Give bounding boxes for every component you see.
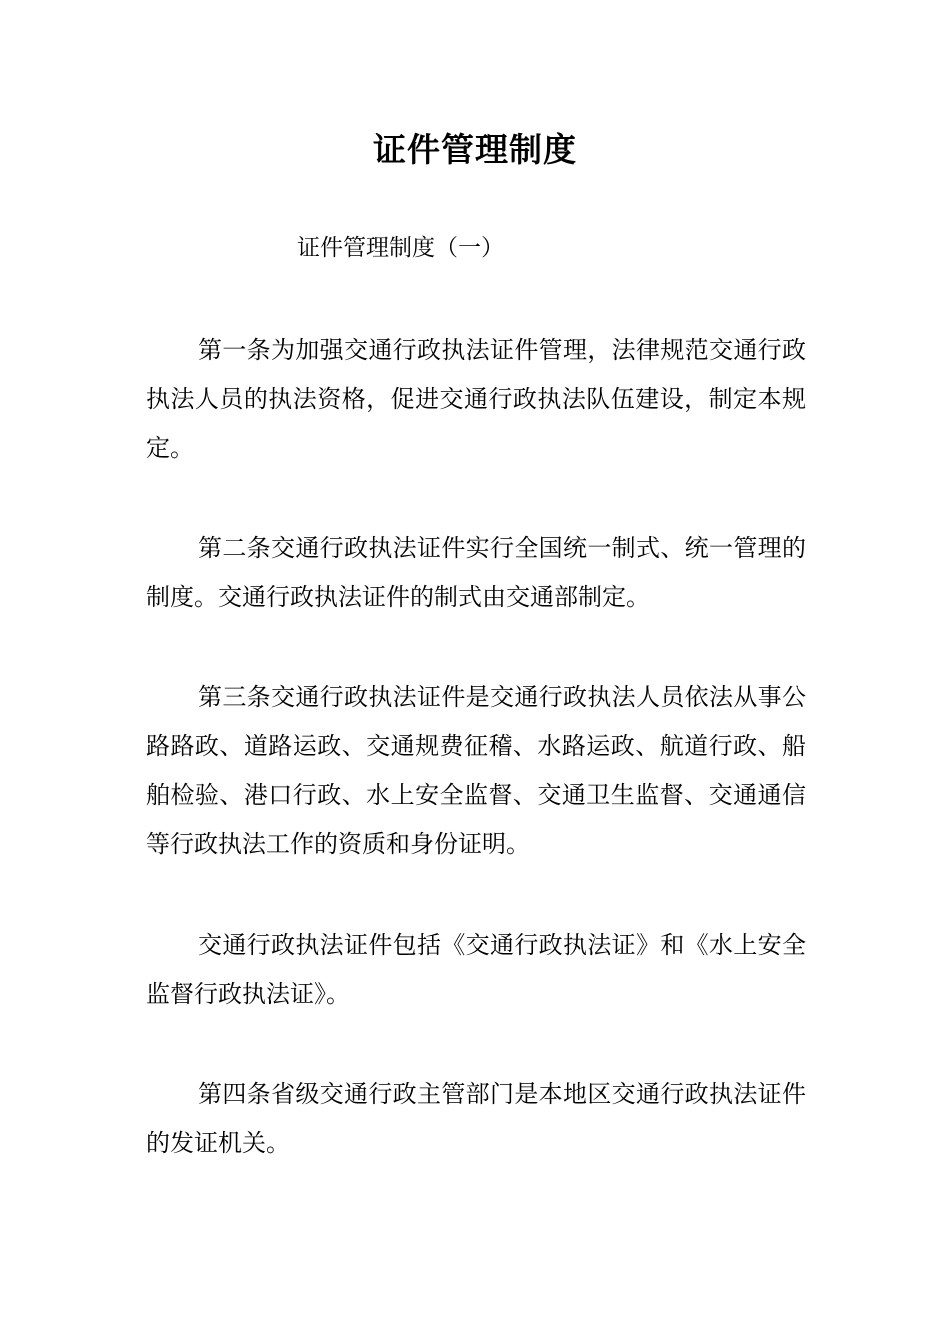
document-subtitle: 证件管理制度（一）	[297, 235, 504, 261]
article-3-paragraph: 第三条交通行政执法证件是交通行政执法人员依法从事公路路政、道路运政、交通规费征稽、水路运政、航道行政、船舶检验、港口行政、水上安全监督、交通卫生监督、交通通信等行政执法工作的资质和身份证明。	[146, 683, 806, 858]
article-2-paragraph: 第二条交通行政执法证件实行全国统一制式、统一管理的制度。交通行政执法证件的制式由交通部制定。	[146, 534, 806, 611]
document-title: 证件管理制度	[373, 130, 577, 169]
article-1-paragraph: 第一条为加强交通行政执法证件管理，法律规范交通行政执法人员的执法资格，促进交通行政执法队伍建设，制定本规定。	[146, 336, 806, 462]
article-3-supplement-paragraph: 交通行政执法证件包括《交通行政执法证》和《水上安全监督行政执法证》。	[146, 931, 806, 1008]
article-4-paragraph: 第四条省级交通行政主管部门是本地区交通行政执法证件的发证机关。	[146, 1080, 806, 1157]
